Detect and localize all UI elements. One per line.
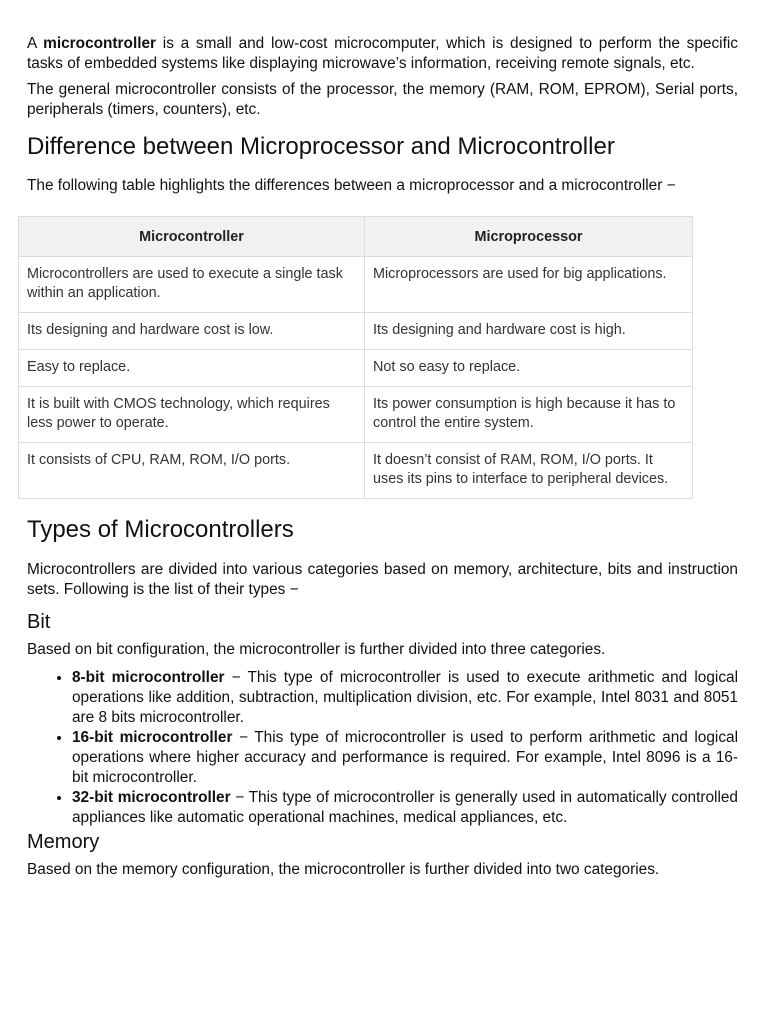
table-cell: Its designing and hardware cost is high.	[365, 313, 693, 350]
difference-heading: Difference between Microprocessor and Microcontroller	[27, 133, 615, 160]
intro-prefix: A	[27, 35, 44, 52]
memory-heading: Memory	[27, 831, 100, 853]
table-header-row	[19, 217, 693, 257]
bit-intro: Based on bit configuration, the microcontroller is further divided into three categories.	[27, 641, 606, 658]
list-item-text: − This type of microcontroller is generally used in automatically controlled appliances like automatic operational machines, medical appliances, etc.	[72, 789, 738, 826]
list-item-term: 32-bit microcontroller	[72, 789, 231, 806]
types-intro: Microcontrollers are divided into various categories based on memory, architecture, bits and instruction sets. Following is the list of their types −	[27, 561, 738, 598]
table-row	[19, 443, 693, 499]
difference-intro: The following table highlights the differences between a microprocessor and a microcontroller −	[27, 177, 676, 194]
memory-intro: Based on the memory configuration, the microcontroller is further divided into two categories.	[27, 861, 660, 878]
list-item	[72, 728, 738, 788]
list-item	[72, 788, 738, 828]
table-cell: It consists of CPU, RAM, ROM, I/O ports.	[19, 443, 365, 499]
list-item	[72, 668, 738, 728]
list-item-text: − This type of microcontroller is used to perform arithmetic and logical operations where higher accuracy and performance is required. For example, Intel 8096 is a 16-bit microcontroller.	[72, 729, 738, 786]
bit-heading: Bit	[27, 611, 51, 633]
intro-rest: is a small and low-cost microcomputer, which is designed to perform the specific tasks of embedded systems like displaying microwave’s information, receiving remote signals, etc.	[27, 35, 738, 72]
list-item-term: 16-bit microcontroller	[72, 729, 233, 746]
table-header-microcontroller: Microcontroller	[19, 217, 365, 257]
list-item-term: 8-bit microcontroller	[72, 669, 225, 686]
intro-paragraph-1	[27, 34, 738, 74]
table-row	[19, 257, 693, 313]
table-cell: Microprocessors are used for big applications.	[365, 257, 693, 313]
intro-bold-term: microcontroller	[43, 35, 157, 52]
table-cell: Not so easy to replace.	[365, 350, 693, 387]
table-cell: Microcontrollers are used to execute a single task within an application.	[19, 257, 365, 313]
bit-list	[27, 668, 738, 828]
table-cell: It is built with CMOS technology, which requires less power to operate.	[19, 387, 365, 443]
table-cell: Its power consumption is high because it has to control the entire system.	[365, 387, 693, 443]
table-cell: It doesn’t consist of RAM, ROM, I/O ports. It uses its pins to interface to peripheral devices.	[365, 443, 693, 499]
table-header-microprocessor: Microprocessor	[365, 217, 693, 257]
document-page	[27, 34, 738, 880]
types-heading: Types of Microcontrollers	[27, 516, 294, 543]
table-row	[19, 350, 693, 387]
table-row	[19, 387, 693, 443]
table-cell: Its designing and hardware cost is low.	[19, 313, 365, 350]
comparison-table	[18, 216, 693, 499]
list-item-text: − This type of microcontroller is used to execute arithmetic and logical operations like addition, subtraction, multiplication division, etc. For example, Intel 8031 and 8051 are 8 bits microcontroller.	[72, 669, 738, 726]
table-cell: Easy to replace.	[19, 350, 365, 387]
table-row	[19, 313, 693, 350]
intro-paragraph-2: The general microcontroller consists of the processor, the memory (RAM, ROM, EPROM), Serial ports, peripherals (timers, counters), etc.	[27, 81, 738, 118]
